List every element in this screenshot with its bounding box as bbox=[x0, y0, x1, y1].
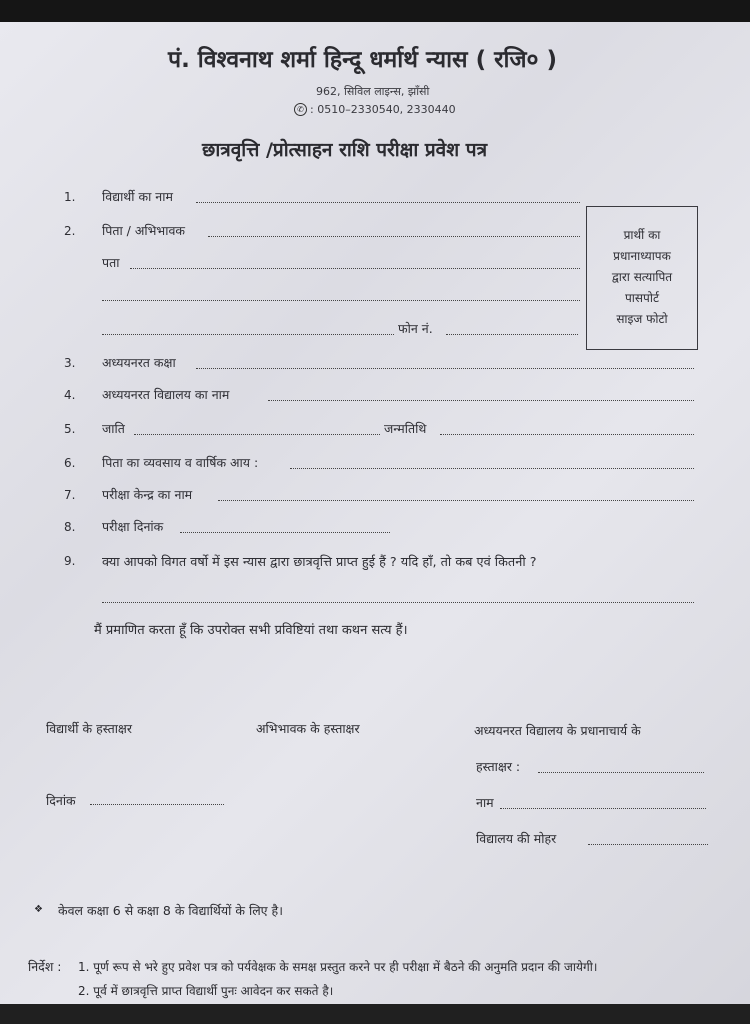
trust-name: पं. विश्वनाथ शर्मा हिन्दू धर्मार्थ न्यास ( रजि० ) bbox=[168, 47, 558, 73]
caste-field[interactable] bbox=[134, 434, 380, 435]
guardian-label: पिता / अभिभावक bbox=[102, 223, 186, 238]
guardian-field[interactable] bbox=[208, 236, 580, 237]
photo-box-text: प्रार्थी का प्रधानाध्यापक द्वारा सत्यापित पासपोर्ट साइज फोटो bbox=[611, 228, 673, 326]
address-field-3[interactable] bbox=[102, 334, 394, 335]
occupation-income-field[interactable] bbox=[290, 468, 694, 469]
school-seal-label: विद्यालय की मोहर bbox=[476, 831, 557, 846]
field-number: 5. bbox=[64, 422, 76, 436]
field-number: 2. bbox=[64, 224, 76, 238]
exam-date-label: परीक्षा दिनांक bbox=[102, 519, 164, 534]
form-title: छात्रवृत्ति /प्रोत्साहन राशि परीक्षा प्रवेश पत्र bbox=[202, 139, 488, 161]
field-number: 1. bbox=[64, 190, 76, 204]
photo-box bbox=[586, 206, 698, 350]
guardian-signature-label: अभिभावक के हस्ताक्षर bbox=[256, 721, 360, 736]
top-bar bbox=[0, 0, 750, 22]
instructions-label: निर्देश : bbox=[28, 959, 62, 974]
phone-icon: ✆ bbox=[294, 103, 307, 116]
school-name-label: अध्ययनरत विद्यालय का नाम bbox=[102, 387, 230, 402]
address-field-1[interactable] bbox=[130, 268, 580, 269]
principal-label: अध्ययनरत विद्यालय के प्रधानाचार्य के bbox=[474, 723, 641, 738]
exam-centre-label: परीक्षा केन्द्र का नाम bbox=[102, 487, 193, 502]
exam-date-field[interactable] bbox=[180, 532, 390, 533]
student-name-label: विद्यार्थी का नाम bbox=[102, 189, 173, 204]
bullet-icon: ❖ bbox=[34, 904, 43, 915]
student-signature-label: विद्यार्थी के हस्ताक्षर bbox=[46, 721, 133, 736]
class-label: अध्ययनरत कक्षा bbox=[102, 355, 176, 370]
principal-name-field[interactable] bbox=[500, 808, 706, 809]
instruction-1: 1. पूर्ण रूप से भरे हुए प्रवेश पत्र को पर्यवेक्षक के समक्ष प्रस्तुत करने पर ही परीक्षा में बैठने की अनुमति प्रदान की जायेगी। bbox=[78, 960, 598, 974]
date-label: दिनांक bbox=[46, 793, 76, 808]
class-field[interactable] bbox=[196, 368, 694, 369]
declaration: मैं प्रमाणित करता हूँ कि उपरोक्त सभी प्रविष्टियां तथा कथन सत्य हैं। bbox=[94, 623, 408, 638]
exam-centre-field[interactable] bbox=[218, 500, 694, 501]
phone-field[interactable] bbox=[446, 334, 578, 335]
instruction-2: 2. पूर्व में छात्रवृत्ति प्राप्त विद्यार्थी पुनः आवेदन कर सकते है। bbox=[78, 984, 334, 998]
principal-name-label: नाम bbox=[476, 795, 494, 810]
field-number: 9. bbox=[64, 554, 76, 568]
principal-signature-label: हस्ताक्षर : bbox=[476, 759, 521, 774]
address-label: पता bbox=[102, 255, 120, 270]
trust-address: 962, सिविल लाइन्स, झाँसी bbox=[316, 85, 430, 98]
previous-scholarship-label: क्या आपको विगत वर्षो में इस न्यास द्वारा छात्रवृत्ति प्राप्त हुई हैं ? यदि हाँ, तो कब एवं कितनी ? bbox=[102, 555, 537, 570]
student-name-field[interactable] bbox=[196, 202, 580, 203]
field-number: 3. bbox=[64, 356, 76, 370]
school-seal-field[interactable] bbox=[588, 844, 708, 845]
eligibility-note: केवल कक्षा 6 से कक्षा 8 के विद्यार्थियों के लिए है। bbox=[58, 903, 283, 918]
date-field[interactable] bbox=[90, 804, 224, 805]
principal-signature-field[interactable] bbox=[538, 772, 704, 773]
school-name-field[interactable] bbox=[268, 400, 694, 401]
dob-label: जन्मतिथि bbox=[384, 421, 427, 436]
previous-scholarship-field[interactable] bbox=[102, 602, 694, 603]
occupation-income-label: पिता का व्यवसाय व वार्षिक आय : bbox=[102, 455, 259, 470]
caste-label: जाति bbox=[102, 421, 125, 436]
field-number: 4. bbox=[64, 388, 76, 402]
admit-card-form bbox=[0, 22, 750, 1004]
field-number: 8. bbox=[64, 520, 76, 534]
bottom-bar bbox=[0, 1004, 750, 1024]
trust-phone: : 0510–2330540, 2330440 bbox=[310, 103, 456, 116]
address-field-2[interactable] bbox=[102, 300, 580, 301]
field-number: 6. bbox=[64, 456, 76, 470]
dob-field[interactable] bbox=[440, 434, 694, 435]
field-number: 7. bbox=[64, 488, 76, 502]
phone-label: फोन नं. bbox=[398, 321, 433, 336]
